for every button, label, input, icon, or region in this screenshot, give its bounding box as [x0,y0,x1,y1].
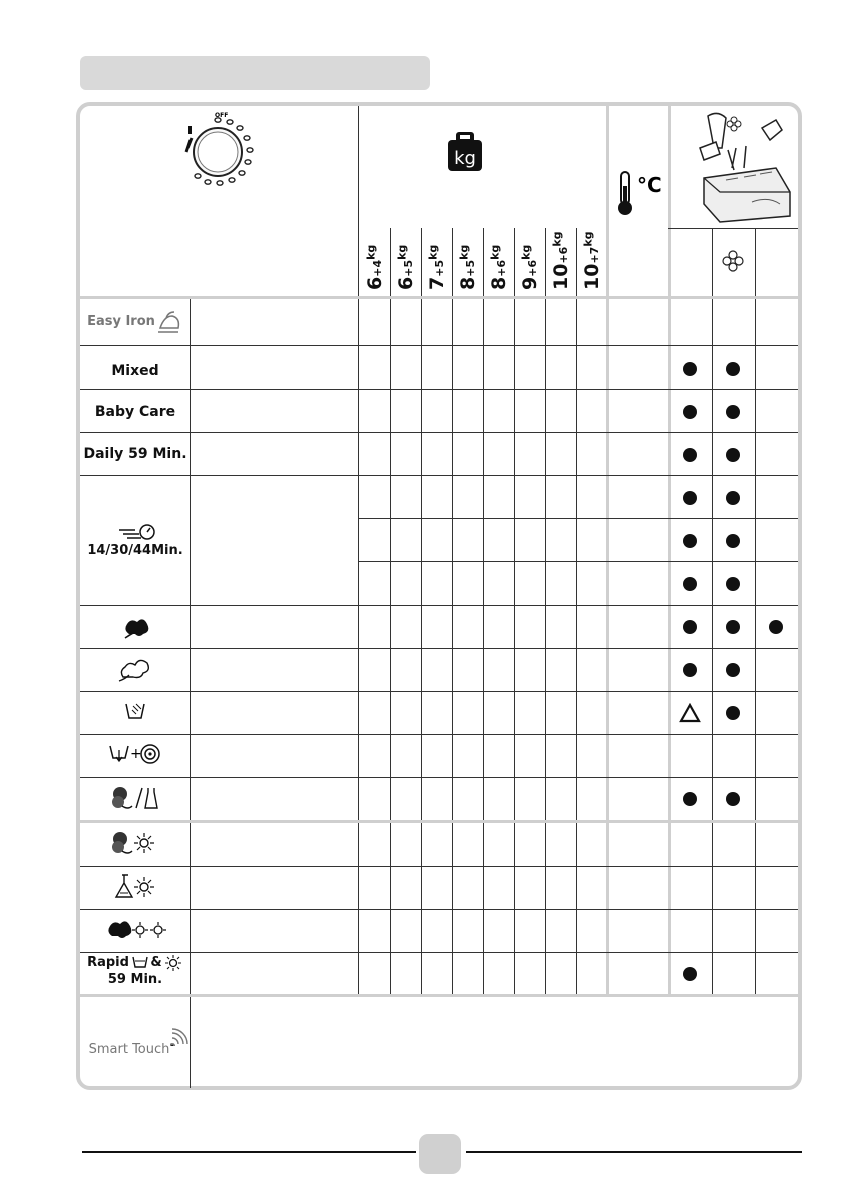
capacity-plus: +6 [557,246,570,264]
capacity-main: 9 [519,276,541,290]
detergent-dot-mark [683,577,697,591]
capacity-unit: kg [488,244,502,260]
footer-rule-right [466,1151,802,1153]
detergent-dot-mark [683,362,697,376]
grid-line [80,734,798,735]
nfc-wifi-icon [170,1028,188,1046]
footer-rule-left [82,1151,416,1153]
rapid-ampersand: & [150,955,162,970]
capacity-column-header [395,245,417,290]
detergent-drawer-icon [690,108,795,224]
capacity-column-header [364,245,386,290]
capacity-plus: +5 [402,259,415,277]
detergent-dot-mark [683,491,697,505]
detergent-dot-mark [726,491,740,505]
capacity-main: 6 [364,276,386,290]
program-rapid: Rapid [87,955,129,970]
capacity-column-header [457,245,479,290]
grid-line [606,106,609,994]
drain-spin-icon [108,740,160,770]
program-rapid-duration: 59 Min. [107,972,163,987]
program-mixed: Mixed [111,363,159,379]
thermometer-icon [615,170,665,218]
grid-line [483,228,484,994]
capacity-plus: +7 [588,246,601,264]
iron-shirt-icon [156,308,182,336]
program-dial-icon [178,108,258,190]
capacity-plus: +6 [526,259,539,277]
capacity-main: 10 [581,263,603,290]
grid-line [755,228,756,994]
grid-line [545,228,546,994]
grid-line [78,296,800,299]
grid-line [80,952,798,953]
page-number-badge [419,1134,461,1174]
grid-line [514,228,515,994]
grid-line [190,996,191,1088]
rinse-icon [124,700,146,722]
grid-line [80,475,798,476]
grid-line [80,909,798,910]
capacity-main: 8 [457,276,479,290]
capacity-main: 6 [395,276,417,290]
capacity-column-header [488,245,510,290]
grid-line [80,432,798,433]
capacity-unit: kg [364,244,378,260]
grid-line [80,605,798,606]
grid-line [80,777,798,778]
grid-line [390,228,391,994]
capacity-plus: +5 [464,259,477,277]
detergent-dot-mark [726,663,740,677]
capacity-column-header [426,245,448,290]
quick-wash-icon [117,522,157,542]
grid-line [452,228,453,994]
detergent-dot-mark [683,448,697,462]
grid-line [576,228,577,994]
detergent-dot-mark [726,792,740,806]
capacity-main: 10 [550,263,572,290]
detergent-dot-mark [726,706,740,720]
detergent-dot-mark [683,405,697,419]
prewash-triangle-mark [679,703,701,723]
grid-line [668,106,671,994]
wool-dry-icon [110,829,158,857]
program-baby-care: Baby Care [94,404,176,420]
grid-line [712,228,713,994]
capacity-unit: kg [457,244,471,260]
grid-line [358,561,798,562]
capacity-unit: kg [395,244,409,260]
capacity-plus: +5 [433,259,446,277]
svg-text:kg: kg [454,148,476,169]
wash-tub-icon [131,955,149,971]
capacity-unit: kg [519,244,533,260]
synthetic-icon [117,655,153,685]
capacity-column-header [550,231,572,290]
program-daily: Daily 59 Min. [83,446,187,462]
detergent-dot-mark [726,362,740,376]
capacity-main: 7 [426,276,448,290]
detergent-dot-mark [726,534,740,548]
detergent-dot-mark [683,663,697,677]
detergent-dot-mark [726,620,740,634]
grid-line [358,106,359,994]
svg-text:°C: °C [637,173,662,197]
capacity-column-header [581,231,603,290]
grid-line [78,820,800,823]
synthetic-dry-icon [114,873,158,901]
grid-line [358,518,798,519]
capacity-main: 8 [488,276,510,290]
svg-text:+: + [130,746,142,762]
softener-flower-icon [722,250,744,272]
svg-text:OFF: OFF [215,112,229,119]
capacity-plus: +4 [371,259,384,277]
grid-line [80,648,798,649]
grid-line [190,298,191,994]
detergent-dot-mark [683,620,697,634]
detergent-dot-mark [769,620,783,634]
grid-line [421,228,422,994]
detergent-dot-mark [683,792,697,806]
grid-line [78,994,800,997]
dry-sun-icon [164,954,182,972]
capacity-unit: kg [426,244,440,260]
program-quick: 14/30/44Min. [87,543,183,558]
grid-line [80,866,798,867]
detergent-dot-mark [726,448,740,462]
wool-silk-icon [110,784,164,814]
program-easy-iron: Easy Iron [87,314,155,329]
capacity-unit: kg [550,231,564,247]
detergent-dot-mark [683,534,697,548]
detergent-dot-mark [683,967,697,981]
capacity-plus: +6 [495,259,508,277]
smart-touch-label: Smart Touch [88,1042,170,1057]
grid-line [80,691,798,692]
detergent-dot-mark [726,405,740,419]
grid-line [80,345,798,346]
grid-line [80,389,798,390]
cotton-icon [121,614,151,640]
cotton-dry-icon [104,916,168,944]
section-title-bar [80,56,430,90]
grid-line [668,228,798,229]
detergent-dot-mark [726,577,740,591]
capacity-column-header [519,245,541,290]
weight-kg-icon [447,130,483,172]
capacity-unit: kg [581,231,595,247]
